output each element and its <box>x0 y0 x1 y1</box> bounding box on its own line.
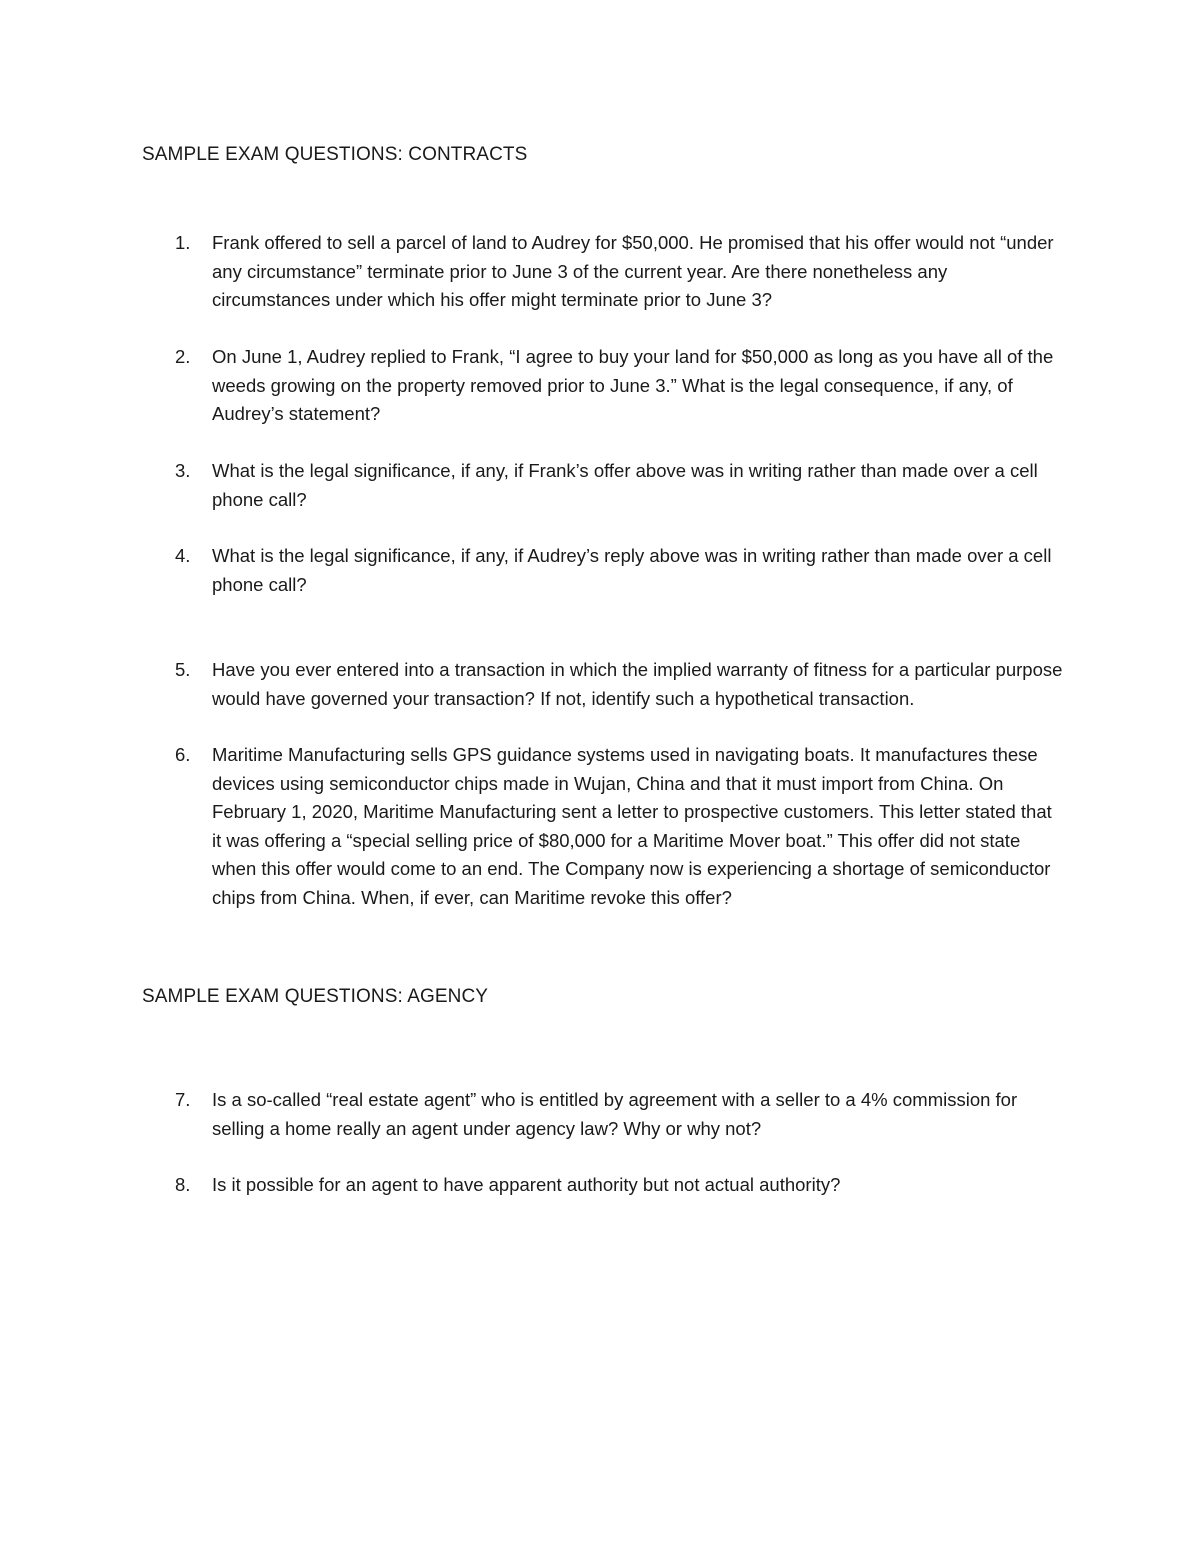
question-text: Is a so-called “real estate agent” who is entitled by agreement with a seller to a 4% commission for selling a home really an agent under agency law? Why or why not? <box>212 1089 1018 1139</box>
question-number: 6. <box>175 744 191 765</box>
question-number: 1. <box>175 232 191 253</box>
question-text: What is the legal significance, if any, if Frank’s offer above was in writing rather than made over a cell phone call? <box>212 460 1038 510</box>
question-number: 7. <box>175 1089 191 1110</box>
section-heading-contracts: SAMPLE EXAM QUESTIONS: CONTRACTS <box>142 144 528 165</box>
question-number: 2. <box>175 346 191 367</box>
question-text: On June 1, Audrey replied to Frank, “I agree to buy your land for $50,000 as long as you have all of the weeds growing on the property removed prior to June 3.” What is the legal consequence, if any, of Audrey’s statement? <box>212 346 1054 425</box>
question-text: Maritime Manufacturing sells GPS guidance systems used in navigating boats. It manufactures these devices using semiconductor chips made in Wujan, China and that it must import from China. On February 1, 2020, Maritime Manufacturing sent a letter to prospective customers. This letter stated that it was offering a “special selling price of $80,000 for a Maritime Mover boat.” This offer did not state when this offer would come to an end. The Company now is experiencing a shortage of semiconductor chips from China. When, if ever, can Maritime revoke this offer? <box>212 744 1052 908</box>
question-number: 4. <box>175 545 191 566</box>
question-text: Frank offered to sell a parcel of land to Audrey for $50,000. He promised that his offer would not “under any circumstance” terminate prior to June 3 of the current year. Are there nonetheless any circumstances under which his offer might terminate prior to June 3? <box>212 232 1054 311</box>
section-heading-agency: SAMPLE EXAM QUESTIONS: AGENCY <box>142 986 489 1007</box>
question-number: 8. <box>175 1174 191 1195</box>
question-text: Have you ever entered into a transaction in which the implied warranty of fitness for a particular purpose would have governed your transaction? If not, identify such a hypothetical transaction. <box>212 659 1063 709</box>
question-number: 3. <box>175 460 191 481</box>
question-text: What is the legal significance, if any, if Audrey’s reply above was in writing rather than made over a cell phone call? <box>212 545 1052 595</box>
question-number: 5. <box>175 659 191 680</box>
question-text: Is it possible for an agent to have apparent authority but not actual authority? <box>212 1174 841 1195</box>
